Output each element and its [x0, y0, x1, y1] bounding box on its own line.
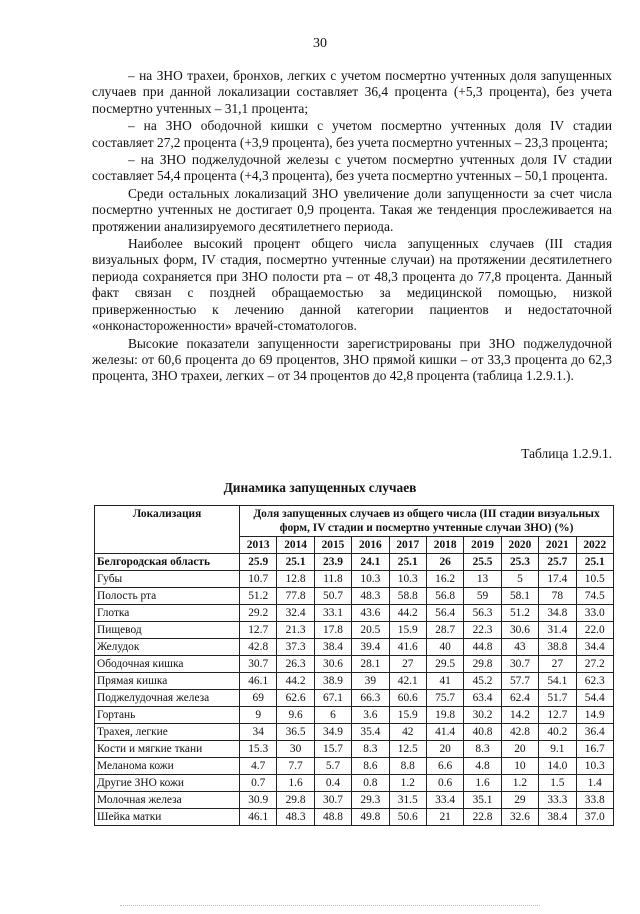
table-cell: 17.4 — [539, 571, 576, 588]
table-cell: 20 — [501, 741, 538, 758]
table-cell: 27 — [539, 656, 576, 673]
table-cell: 6.6 — [426, 758, 463, 775]
table-cell: 63.4 — [464, 690, 501, 707]
table-cell: 51.7 — [539, 690, 576, 707]
table-cell: 6 — [314, 707, 351, 724]
table-cell: 12.8 — [277, 571, 314, 588]
table-cell: 44.2 — [389, 605, 426, 622]
table-cell: 43 — [501, 639, 538, 656]
table-cell: 14.2 — [501, 707, 538, 724]
body-text — [92, 68, 612, 386]
year-header: 2013 — [240, 537, 277, 554]
table-cell: 14.9 — [576, 707, 613, 724]
table-cell: 48.3 — [277, 809, 314, 826]
table-row — [95, 605, 614, 622]
row-location: Пищевод — [95, 622, 240, 639]
table-row — [95, 707, 614, 724]
table-row — [95, 673, 614, 690]
table-cell: 25.5 — [464, 554, 501, 571]
table-cell: 29.5 — [426, 656, 463, 673]
table-cell: 34.8 — [539, 605, 576, 622]
paragraph: – на ЗНО ободочной кишки с учетом посмертно учтенных доля IV стадии составляет 27,2 процента (+3,9 процента), без учета посмертно учтенных – 23,3 процента; — [92, 118, 612, 150]
table-cell: 34 — [240, 724, 277, 741]
table-cell: 22.3 — [464, 622, 501, 639]
table-cell: 11.8 — [314, 571, 351, 588]
table-cell: 33.1 — [314, 605, 351, 622]
row-location: Гортань — [95, 707, 240, 724]
table-cell: 42.8 — [501, 724, 538, 741]
table-cell: 58.1 — [501, 588, 538, 605]
table-cell: 30.7 — [240, 656, 277, 673]
table-cell: 10 — [501, 758, 538, 775]
table-row — [95, 690, 614, 707]
table-body — [95, 554, 614, 826]
table-cell: 8.3 — [464, 741, 501, 758]
table-reference: Таблица 1.2.9.1. — [521, 446, 612, 461]
table-cell: 54.1 — [539, 673, 576, 690]
table-cell: 30 — [277, 741, 314, 758]
year-header: 2022 — [576, 537, 613, 554]
table-row — [95, 792, 614, 809]
table-cell: 32.4 — [277, 605, 314, 622]
header-location: Локализация — [95, 506, 240, 554]
table-cell: 67.1 — [314, 690, 351, 707]
table-cell: 25.1 — [277, 554, 314, 571]
table-cell: 58.8 — [389, 588, 426, 605]
row-location: Глотка — [95, 605, 240, 622]
table-row — [95, 571, 614, 588]
table-cell: 31.5 — [389, 792, 426, 809]
year-header: 2014 — [277, 537, 314, 554]
table-cell: 25.9 — [240, 554, 277, 571]
table-cell: 25.7 — [539, 554, 576, 571]
table-cell: 51.2 — [240, 588, 277, 605]
table-cell: 38.9 — [314, 673, 351, 690]
table-cell: 56.8 — [426, 588, 463, 605]
table-cell: 41.4 — [426, 724, 463, 741]
data-table — [94, 505, 614, 826]
table-cell: 16.7 — [576, 741, 613, 758]
year-header: 2017 — [389, 537, 426, 554]
table-cell: 37.0 — [576, 809, 613, 826]
table-row — [95, 622, 614, 639]
table-cell: 44.8 — [464, 639, 501, 656]
table-cell: 62.4 — [501, 690, 538, 707]
table-header-row — [95, 506, 614, 537]
table-row — [95, 775, 614, 792]
table-cell: 41.6 — [389, 639, 426, 656]
table-cell: 29.2 — [240, 605, 277, 622]
table-row — [95, 809, 614, 826]
row-location: Белгородская область — [95, 554, 240, 571]
table-cell: 23.9 — [314, 554, 351, 571]
table-cell: 26 — [426, 554, 463, 571]
table-cell: 42 — [389, 724, 426, 741]
table-row — [95, 758, 614, 775]
table-cell: 1.6 — [277, 775, 314, 792]
table-cell: 5 — [501, 571, 538, 588]
table-cell: 30.7 — [501, 656, 538, 673]
table-cell: 3.6 — [352, 707, 389, 724]
table-cell: 0.4 — [314, 775, 351, 792]
table-cell: 35.1 — [464, 792, 501, 809]
table-cell: 36.4 — [576, 724, 613, 741]
table-cell: 56.3 — [464, 605, 501, 622]
table-cell: 46.1 — [240, 809, 277, 826]
table-cell: 9 — [240, 707, 277, 724]
table-cell: 78 — [539, 588, 576, 605]
table-cell: 4.8 — [464, 758, 501, 775]
row-location: Трахея, легкие — [95, 724, 240, 741]
table-row — [95, 639, 614, 656]
table-cell: 8.6 — [352, 758, 389, 775]
table-cell: 0.8 — [352, 775, 389, 792]
table-cell: 56.4 — [426, 605, 463, 622]
table-cell: 15.3 — [240, 741, 277, 758]
table-cell: 30.9 — [240, 792, 277, 809]
table-cell: 62.6 — [277, 690, 314, 707]
row-location: Кости и мягкие ткани — [95, 741, 240, 758]
table-cell: 10.3 — [576, 758, 613, 775]
page-number: 30 — [313, 36, 327, 51]
table-cell: 1.5 — [539, 775, 576, 792]
table-cell: 39.4 — [352, 639, 389, 656]
table-cell: 38.8 — [539, 639, 576, 656]
table-cell: 38.4 — [539, 809, 576, 826]
table-cell: 27 — [389, 656, 426, 673]
table-cell: 1.2 — [389, 775, 426, 792]
table-cell: 44.2 — [277, 673, 314, 690]
table-cell: 69 — [240, 690, 277, 707]
table-cell: 15.9 — [389, 707, 426, 724]
table-cell: 9.1 — [539, 741, 576, 758]
row-location: Молочная железа — [95, 792, 240, 809]
table-cell: 25.1 — [576, 554, 613, 571]
table-cell: 37.3 — [277, 639, 314, 656]
table-title: Динамика запущенных случаев — [223, 480, 417, 495]
table-cell: 28.1 — [352, 656, 389, 673]
row-location: Полость рта — [95, 588, 240, 605]
table-cell: 39 — [352, 673, 389, 690]
year-header: 2018 — [426, 537, 463, 554]
table-cell: 8.8 — [389, 758, 426, 775]
table-cell: 49.8 — [352, 809, 389, 826]
table-cell: 50.6 — [389, 809, 426, 826]
table-cell: 36.5 — [277, 724, 314, 741]
table-cell: 7.7 — [277, 758, 314, 775]
paragraph: Высокие показатели запущенности зарегистрированы при ЗНО поджелудочной железы: от 60,6 процента до 69 процентов, ЗНО прямой кишки – от 33,3 процента до 62,3 процента, ЗНО трахеи, легких – от 34 процентов до 42,8 процента (таблица 1.2.9.1.). — [92, 335, 612, 384]
paragraph: – на ЗНО поджелудочной железы с учетом посмертно учтенных доля IV стадии составляет 54,4 процента (+4,3 процента), без учета посмертно учтенных – 50,1 процента. — [92, 152, 612, 184]
table-cell: 57.7 — [501, 673, 538, 690]
table-cell: 12.5 — [389, 741, 426, 758]
table-cell: 50.7 — [314, 588, 351, 605]
table-cell: 30.7 — [314, 792, 351, 809]
table-cell: 1.6 — [464, 775, 501, 792]
paragraph: Наиболее высокий процент общего числа запущенных случаев (III стадия визуальных форм, IV стадия, посмертно учтенные случаи) на протяжении десятилетнего периода сохраняется при ЗНО полости рта – от 48,3 процента до 77,8 процента. Данный факт связан с поздней обращаемостью за медицинской помощью, низкой приверженностью к лечению данной категории пациентов и недостаточной «онконастороженности» врачей-стоматологов. — [92, 236, 612, 334]
table-cell: 40.2 — [539, 724, 576, 741]
year-header: 2015 — [314, 537, 351, 554]
table-cell: 29.8 — [277, 792, 314, 809]
table-cell: 4.7 — [240, 758, 277, 775]
table-cell: 15.9 — [389, 622, 426, 639]
table-cell: 59 — [464, 588, 501, 605]
paragraph: Среди остальных локализаций ЗНО увеличение доли запущенности за счет числа посмертно учтенных не достигает 0,9 процента. Такая же тенденция прослеживается на протяжении анализируемого десятилетнего периода. — [92, 185, 612, 234]
table-cell: 29.8 — [464, 656, 501, 673]
table-cell: 34.9 — [314, 724, 351, 741]
table-cell: 17.8 — [314, 622, 351, 639]
table-cell: 42.1 — [389, 673, 426, 690]
year-header: 2020 — [501, 537, 538, 554]
table-cell: 24.1 — [352, 554, 389, 571]
table-cell: 33.0 — [576, 605, 613, 622]
table-cell: 26.3 — [277, 656, 314, 673]
row-location: Меланома кожи — [95, 758, 240, 775]
table-cell: 77.8 — [277, 588, 314, 605]
scan-artifact — [120, 905, 540, 908]
table-cell: 46.1 — [240, 673, 277, 690]
table-cell: 33.3 — [539, 792, 576, 809]
table-cell: 30.6 — [501, 622, 538, 639]
table-cell: 25.3 — [501, 554, 538, 571]
row-location: Поджелудочная железа — [95, 690, 240, 707]
table-cell: 74.5 — [576, 588, 613, 605]
table-row — [95, 588, 614, 605]
table-cell: 34.4 — [576, 639, 613, 656]
table-cell: 48.3 — [352, 588, 389, 605]
table-cell: 10.3 — [389, 571, 426, 588]
table-cell: 16.2 — [426, 571, 463, 588]
table-cell: 30.6 — [314, 656, 351, 673]
table-cell: 0.7 — [240, 775, 277, 792]
table-cell: 35.4 — [352, 724, 389, 741]
table-row — [95, 724, 614, 741]
row-location: Другие ЗНО кожи — [95, 775, 240, 792]
table-cell: 41 — [426, 673, 463, 690]
row-location: Ободочная кишка — [95, 656, 240, 673]
table-cell: 48.8 — [314, 809, 351, 826]
table-cell: 14.0 — [539, 758, 576, 775]
year-header: 2019 — [464, 537, 501, 554]
table-cell: 12.7 — [240, 622, 277, 639]
table-cell: 10.7 — [240, 571, 277, 588]
year-header: 2021 — [539, 537, 576, 554]
row-location: Желудок — [95, 639, 240, 656]
table-cell: 38.4 — [314, 639, 351, 656]
table-cell: 21 — [426, 809, 463, 826]
table-cell: 31.4 — [539, 622, 576, 639]
table-row — [95, 656, 614, 673]
table-cell: 54.4 — [576, 690, 613, 707]
table-cell: 27.2 — [576, 656, 613, 673]
table-cell: 66.3 — [352, 690, 389, 707]
table-cell: 32.6 — [501, 809, 538, 826]
table-cell: 43.6 — [352, 605, 389, 622]
header-group: Доля запущенных случаев из общего числа (III стадии визуальных форм, IV стадии и посмертно учтенные случаи ЗНО) (%) — [240, 506, 614, 537]
table-row — [95, 741, 614, 758]
table-cell: 10.3 — [352, 571, 389, 588]
table-cell: 40 — [426, 639, 463, 656]
table-cell: 10.5 — [576, 571, 613, 588]
table-cell: 8.3 — [352, 741, 389, 758]
table-cell: 40.8 — [464, 724, 501, 741]
table-cell: 20.5 — [352, 622, 389, 639]
row-location: Прямая кишка — [95, 673, 240, 690]
table-cell: 12.7 — [539, 707, 576, 724]
table-cell: 20 — [426, 741, 463, 758]
table-cell: 22.0 — [576, 622, 613, 639]
table-cell: 0.6 — [426, 775, 463, 792]
table-cell: 19.8 — [426, 707, 463, 724]
row-location: Шейка матки — [95, 809, 240, 826]
table-cell: 5.7 — [314, 758, 351, 775]
table-cell: 1.2 — [501, 775, 538, 792]
table-cell: 9.6 — [277, 707, 314, 724]
table-cell: 60.6 — [389, 690, 426, 707]
table-cell: 28.7 — [426, 622, 463, 639]
table-cell: 25.1 — [389, 554, 426, 571]
table-cell: 15.7 — [314, 741, 351, 758]
table-cell: 30.2 — [464, 707, 501, 724]
table-cell: 13 — [464, 571, 501, 588]
table-cell: 1.4 — [576, 775, 613, 792]
row-location: Губы — [95, 571, 240, 588]
table-cell: 22.8 — [464, 809, 501, 826]
table-cell: 29.3 — [352, 792, 389, 809]
table-cell: 51.2 — [501, 605, 538, 622]
table-cell: 33.8 — [576, 792, 613, 809]
table-cell: 21.3 — [277, 622, 314, 639]
table-cell: 75.7 — [426, 690, 463, 707]
table-cell: 62.3 — [576, 673, 613, 690]
table-cell: 29 — [501, 792, 538, 809]
year-header: 2016 — [352, 537, 389, 554]
table-cell: 42.8 — [240, 639, 277, 656]
table-cell: 45.2 — [464, 673, 501, 690]
table-cell: 33.4 — [426, 792, 463, 809]
paragraph: – на ЗНО трахеи, бронхов, легких с учетом посмертно учтенных доля запущенных случаев при данной локализации составляет 36,4 процента (+5,3 процента), без учета посмертно учтенных – 31,1 процента; — [92, 68, 612, 116]
table-row — [95, 554, 614, 571]
